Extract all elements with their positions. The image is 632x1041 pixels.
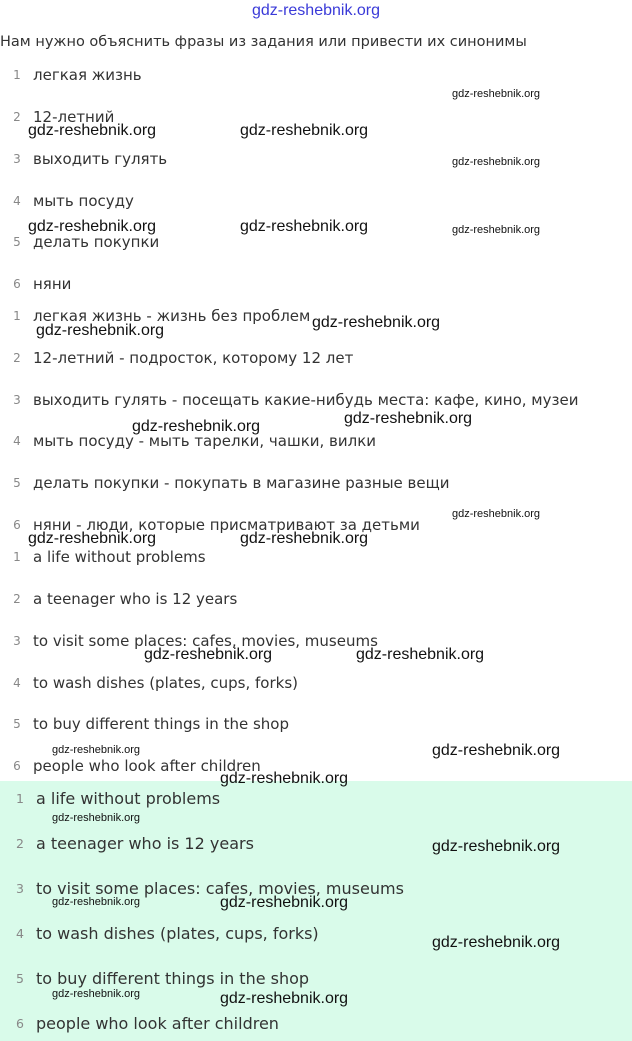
item-number: 5 — [13, 717, 21, 731]
watermark: gdz-reshebnik.org — [312, 314, 441, 331]
watermark: gdz-reshebnik.org — [452, 224, 541, 236]
item-text: people who look after children — [33, 757, 261, 775]
item-text: to buy different things in the shop — [36, 969, 310, 988]
item-text: to visit some places: cafes, movies, museums — [33, 632, 378, 650]
watermark: gdz-reshebnik.org — [240, 530, 369, 547]
watermark: gdz-reshebnik.org — [432, 742, 561, 759]
site-header: gdz-reshebnik.org — [251, 2, 381, 19]
item-number: 3 — [16, 881, 24, 896]
watermark: gdz-reshebnik.org — [220, 770, 349, 787]
watermark: gdz-reshebnik.org — [432, 838, 561, 855]
item-text: легкая жизнь — [33, 66, 142, 84]
watermark: gdz-reshebnik.org — [52, 812, 141, 824]
item-number: 6 — [13, 518, 21, 532]
watermark: gdz-reshebnik.org — [452, 88, 541, 100]
item-number: 2 — [13, 351, 21, 365]
item-text: people who look after children — [36, 1014, 279, 1033]
item-number: 5 — [13, 235, 21, 249]
item-text: мыть посуду - мыть тарелки, чашки, вилки — [33, 432, 377, 450]
watermark: gdz-reshebnik.org — [28, 122, 157, 139]
item-number: 1 — [16, 791, 24, 806]
item-number: 2 — [13, 110, 21, 124]
item-number: 4 — [13, 676, 21, 690]
item-number: 4 — [16, 926, 24, 941]
item-text: a life without problems — [33, 548, 206, 566]
watermark: gdz-reshebnik.org — [52, 896, 141, 908]
item-number: 6 — [16, 1016, 24, 1031]
watermark: gdz-reshebnik.org — [356, 646, 485, 663]
watermark: gdz-reshebnik.org — [28, 530, 157, 547]
item-number: 3 — [13, 152, 21, 166]
watermark: gdz-reshebnik.org — [52, 988, 141, 1000]
item-number: 5 — [13, 476, 21, 490]
item-text: to wash dishes (plates, cups, forks) — [36, 924, 319, 943]
item-number: 3 — [13, 634, 21, 648]
watermark: gdz-reshebnik.org — [144, 646, 273, 663]
item-number: 6 — [13, 759, 21, 773]
item-text: легкая жизнь - жизнь без проблем — [33, 307, 311, 325]
item-text: няни — [33, 275, 72, 293]
item-number: 4 — [13, 434, 21, 448]
item-text: 12-летний - подросток, которому 12 лет — [33, 349, 354, 367]
item-text: делать покупки — [33, 233, 160, 251]
item-number: 2 — [16, 836, 24, 851]
watermark: gdz-reshebnik.org — [240, 218, 369, 235]
item-text: a teenager who is 12 years — [33, 590, 238, 608]
item-text: мыть посуду — [33, 192, 134, 210]
watermark: gdz-reshebnik.org — [220, 894, 349, 911]
item-text: to wash dishes (plates, cups, forks) — [33, 674, 298, 692]
watermark: gdz-reshebnik.org — [452, 156, 541, 168]
watermark: gdz-reshebnik.org — [132, 418, 261, 435]
item-text: выходить гулять - посещать какие-нибудь места: кафе, кино, музеи — [33, 391, 579, 409]
task-intro: Нам нужно объяснить фразы из задания или привести их синонимы — [0, 34, 527, 50]
watermark: gdz-reshebnik.org — [240, 122, 369, 139]
watermark: gdz-reshebnik.org — [52, 744, 141, 756]
item-number: 3 — [13, 393, 21, 407]
item-text: a life without problems — [36, 789, 221, 808]
item-number: 5 — [16, 971, 24, 986]
watermark: gdz-reshebnik.org — [36, 322, 165, 339]
item-number: 1 — [13, 550, 21, 564]
item-text: to buy different things in the shop — [33, 715, 289, 733]
item-number: 4 — [13, 194, 21, 208]
watermark: gdz-reshebnik.org — [344, 410, 473, 427]
watermark: gdz-reshebnik.org — [28, 218, 157, 235]
item-text: няни - люди, которые присматривают за детьми — [33, 516, 420, 534]
item-text: 12-летний — [33, 108, 115, 126]
item-number: 6 — [13, 277, 21, 291]
item-text: a teenager who is 12 years — [36, 834, 254, 853]
item-number: 1 — [13, 68, 21, 82]
item-text: выходить гулять — [33, 150, 168, 168]
item-number: 2 — [13, 592, 21, 606]
watermark: gdz-reshebnik.org — [220, 990, 349, 1007]
watermark: gdz-reshebnik.org — [432, 934, 561, 951]
watermark: gdz-reshebnik.org — [452, 508, 541, 520]
item-text: to visit some places: cafes, movies, museums — [36, 879, 404, 898]
item-number: 1 — [13, 309, 21, 323]
item-text: делать покупки - покупать в магазине разные вещи — [33, 474, 450, 492]
